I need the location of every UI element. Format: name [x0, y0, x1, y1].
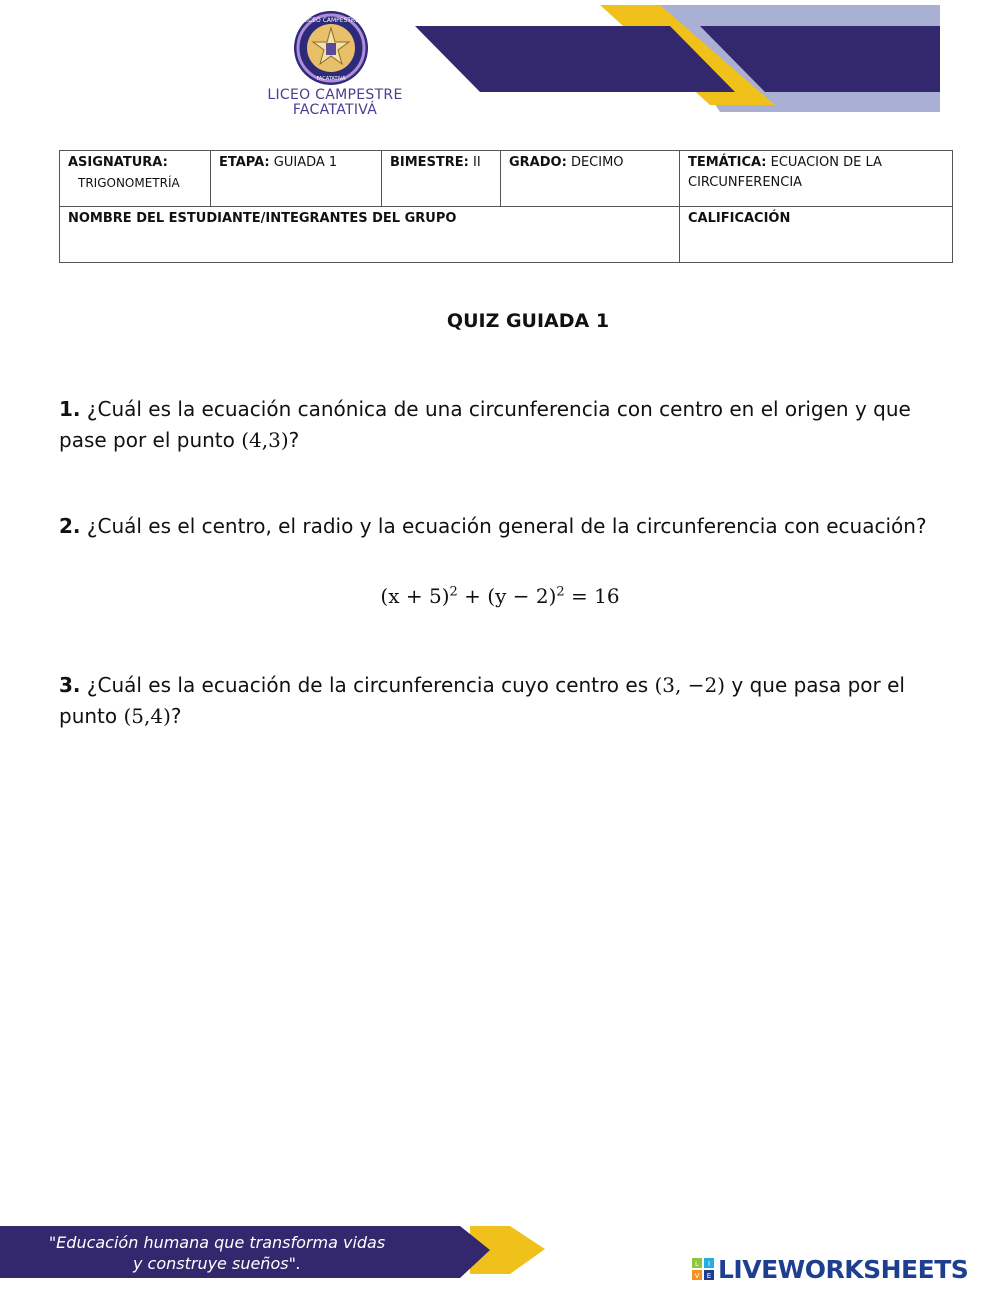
school-logo: [250, 10, 420, 118]
question-2-number: 2.: [59, 514, 81, 538]
etapa-label: ETAPA:: [219, 155, 270, 170]
question-3-point: (5,4): [123, 704, 171, 728]
seal-top-text: LICEO CAMPESTRE: [302, 17, 360, 24]
quiz-title: QUIZ GUIADA 1: [446, 310, 610, 332]
svg-text:I: I: [707, 1260, 711, 1268]
equation-part1: (x + 5): [380, 584, 450, 608]
info-table: [59, 150, 953, 263]
bimestre-value: II: [473, 155, 481, 170]
cell-calificacion[interactable]: [680, 207, 953, 263]
bimestre-label: BIMESTRE:: [390, 155, 469, 170]
question-1-point: (4,3): [241, 428, 289, 452]
liveworksheets-logo[interactable]: [692, 1254, 968, 1284]
school-name: [250, 88, 420, 118]
cell-tematica: [680, 151, 953, 207]
question-2-text: ¿Cuál es el centro, el radio y la ecuación general de la circunferencia con ecuación?: [86, 514, 927, 538]
equation-exp1: 2: [449, 584, 458, 600]
asignatura-value: TRIGONOMETRÍA: [78, 176, 180, 190]
question-3-center: (3, −2): [654, 673, 726, 697]
seal-bottom-text: FACATATIVÁ: [316, 76, 346, 82]
question-3-number: 3.: [59, 673, 81, 697]
cell-bimestre: [382, 151, 501, 207]
nombre-label: NOMBRE DEL ESTUDIANTE/INTEGRANTES DEL GRUPO: [68, 211, 457, 226]
header-banner: [410, 0, 1000, 120]
motto: [22, 1232, 412, 1274]
equation-part2: + (y − 2): [457, 584, 557, 608]
tematica-label: TEMÁTICA:: [688, 155, 767, 170]
question-2: [59, 511, 949, 542]
svg-text:V: V: [694, 1272, 700, 1280]
cell-grado: [501, 151, 680, 207]
question-3-text: ¿Cuál es la ecuación de la circunferencia cuyo centro es: [86, 673, 655, 697]
svg-text:E: E: [706, 1272, 712, 1280]
liveworksheets-text: LIVEWORKSHEETS: [718, 1254, 969, 1284]
question-1: [59, 394, 949, 456]
equation-exp2: 2: [556, 584, 565, 600]
question-1-end: ?: [288, 428, 300, 452]
school-name-line1: LICEO CAMPESTRE: [267, 87, 403, 103]
tematica-value: ECUACION DE LA CIRCUNFERENCIA: [688, 155, 882, 190]
equation-part3: = 16: [564, 584, 620, 608]
school-seal-icon: [293, 10, 369, 86]
liveworksheets-icon: [692, 1258, 714, 1280]
cell-nombre[interactable]: [60, 207, 680, 263]
question-1-number: 1.: [59, 397, 81, 421]
question-1-text: ¿Cuál es la ecuación canónica de una circunferencia con centro en el origen y que pase por el punto: [59, 397, 911, 452]
grado-label: GRADO:: [509, 155, 567, 170]
question-3: [59, 670, 949, 732]
cell-asignatura: [60, 151, 211, 207]
cell-etapa: [211, 151, 382, 207]
question-3-mid: y que pasa por el punto: [59, 673, 905, 728]
motto-line1: "Educación humana que transforma vidas: [48, 1233, 386, 1252]
grado-value: DECIMO: [570, 155, 624, 170]
etapa-value: GUIADA 1: [273, 155, 338, 170]
calificacion-label: CALIFICACIÓN: [688, 211, 791, 226]
asignatura-label: ASIGNATURA:: [68, 155, 168, 170]
school-name-line2: FACATATIVÁ: [292, 102, 378, 118]
circle-equation: [0, 584, 1000, 608]
svg-text:L: L: [695, 1260, 699, 1268]
question-3-end: ?: [170, 704, 182, 728]
motto-line2: y construye sueños".: [132, 1254, 302, 1273]
